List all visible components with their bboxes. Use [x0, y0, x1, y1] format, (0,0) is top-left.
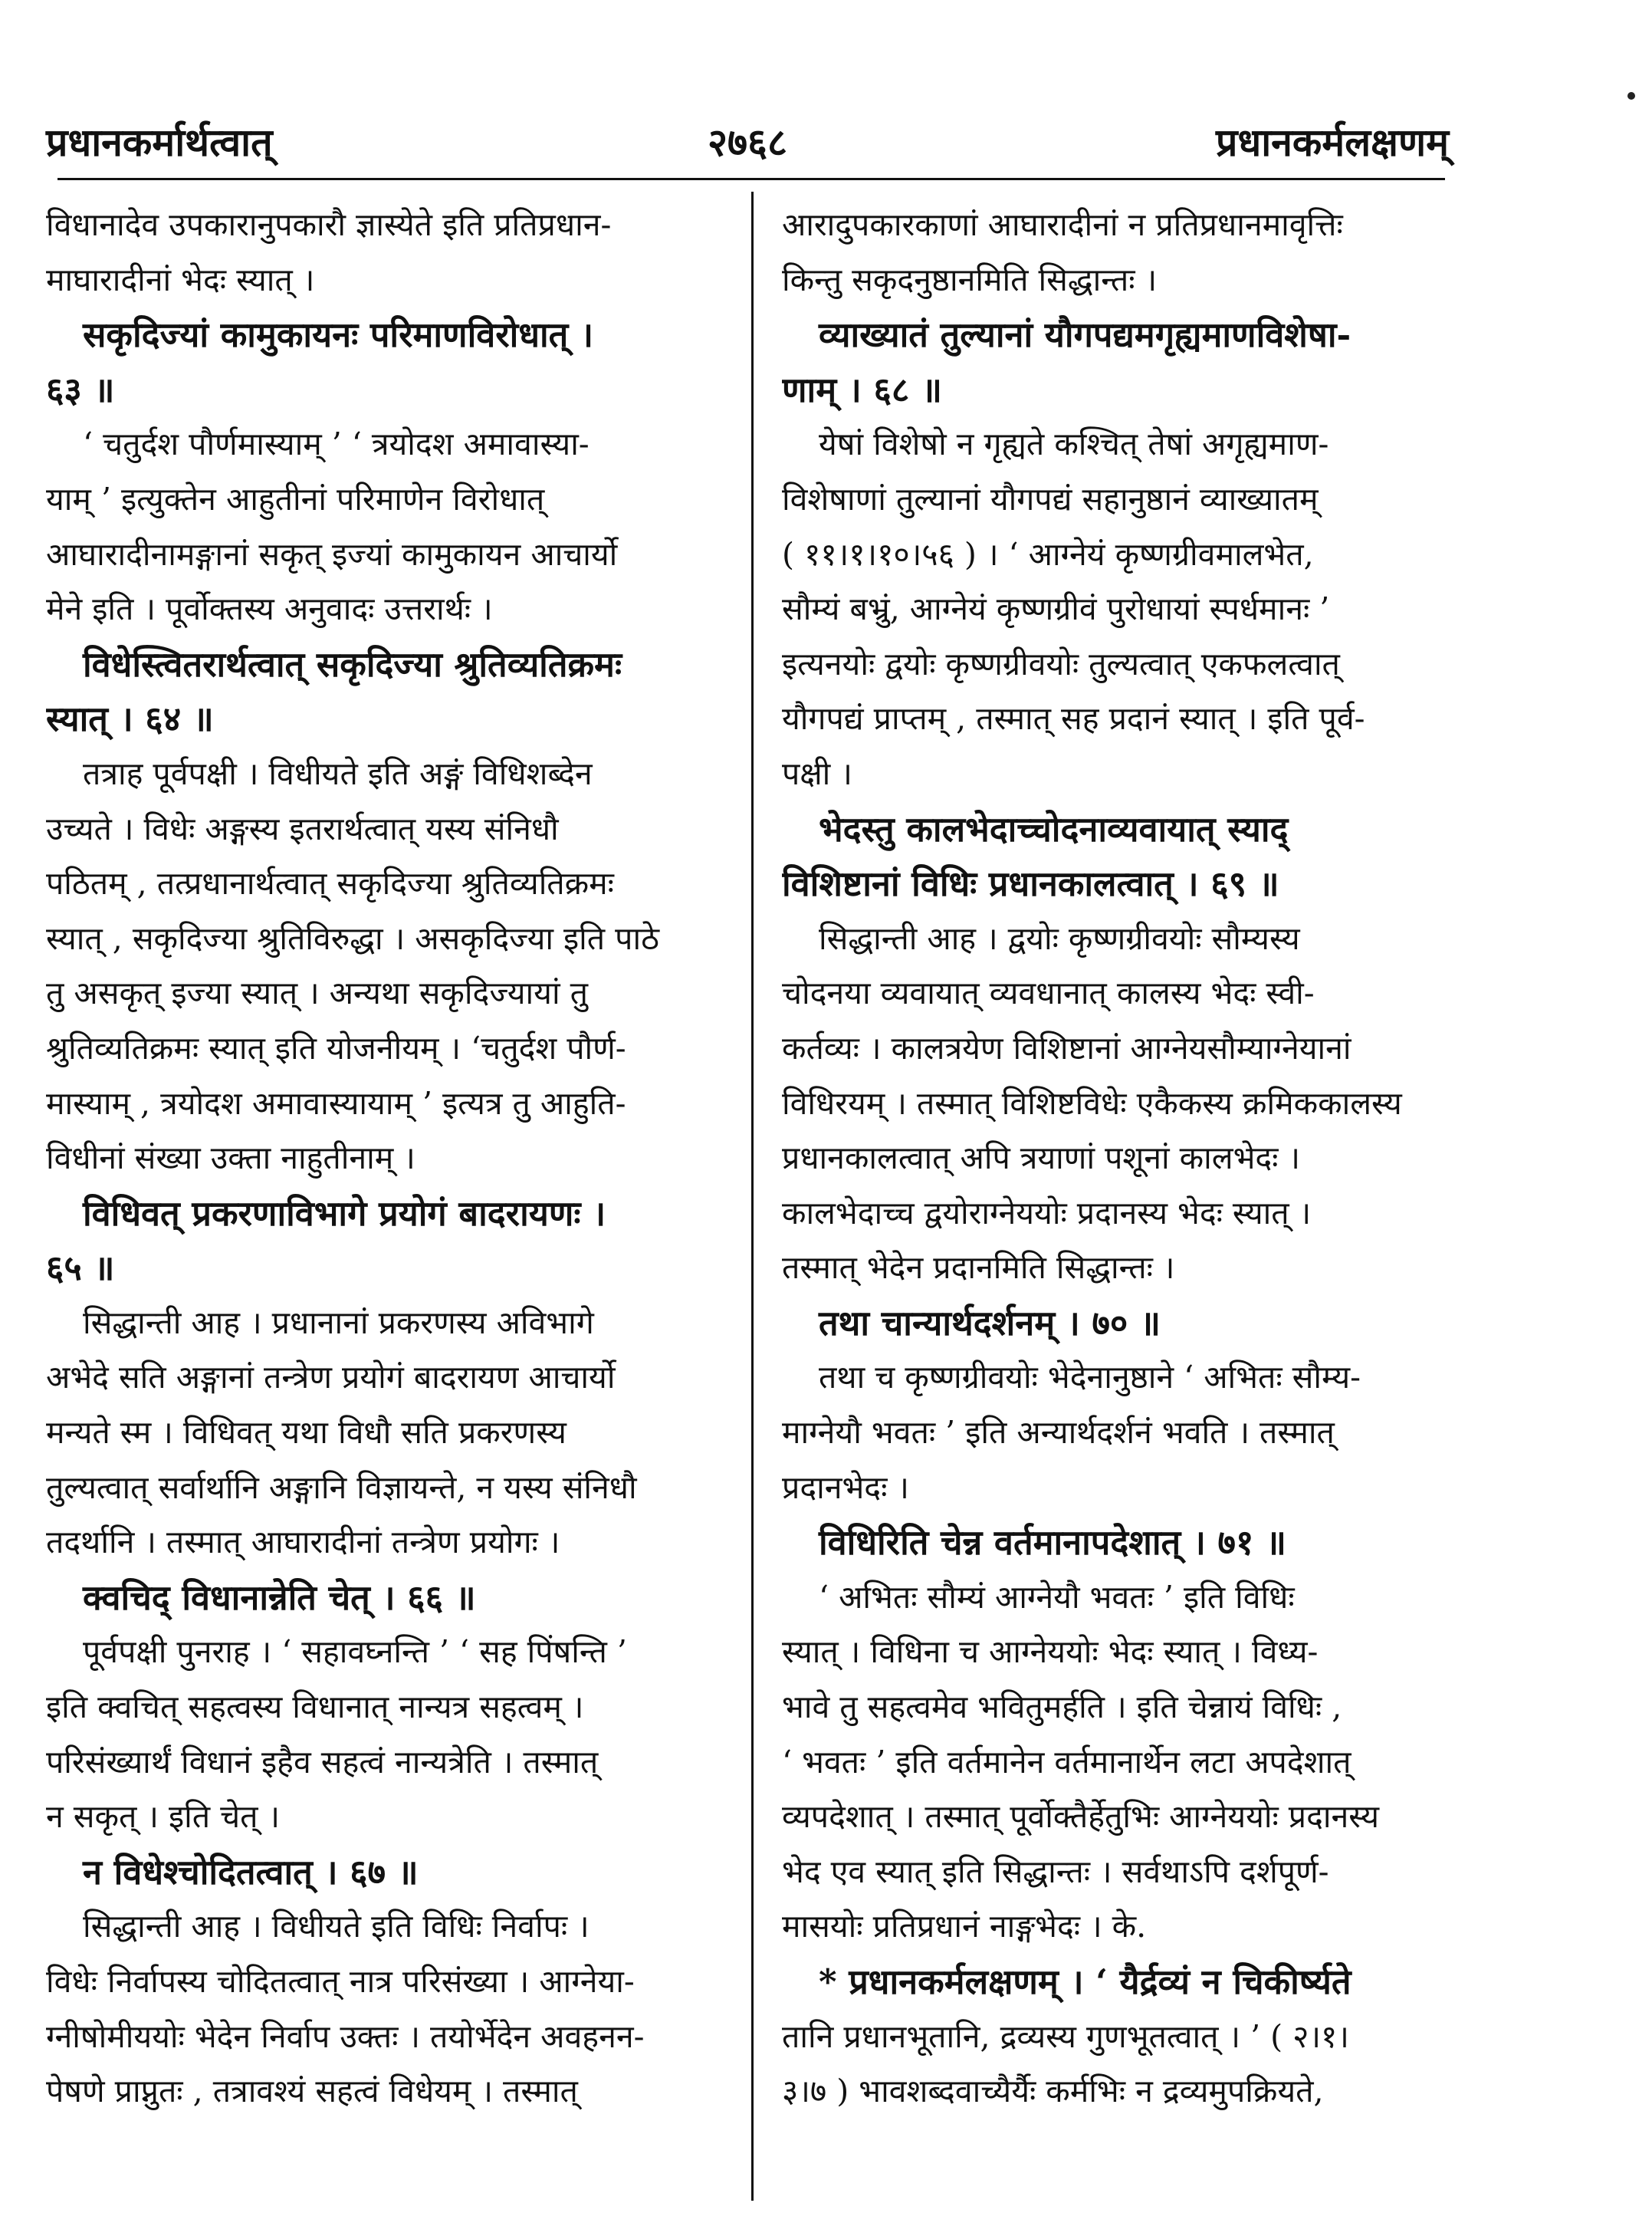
- right-text-line: चोदनया व्यवायात् व्यवधानात् कालस्य भेदः स्वी-: [782, 975, 1315, 1012]
- right-text-line: भावे तु सहत्वमेव भवितुमर्हति । इति चेन्नायं विधिः ,: [782, 1688, 1342, 1726]
- right-text-line: तथा चान्यार्थदर्शनम् । ७० ॥: [819, 1302, 1161, 1343]
- left-text-line: श्रुतिव्यतिक्रमः स्यात् इति योजनीयम् । ‘चतुर्दश पौर्ण-: [46, 1029, 626, 1067]
- right-text-line: विधिरिति चेन्न वर्तमानापदेशात् । ७१ ॥: [819, 1522, 1286, 1563]
- right-text-line: * प्रधानकर्मलक्षणम् । ‘ यैर्द्रव्यं न चिकीर्ष्यते: [819, 1961, 1351, 2002]
- left-text-line: विधेः निर्वापस्य चोदितत्वात् नात्र परिसंख्या । आग्नेया-: [46, 1963, 635, 2000]
- right-text-line: ३।७ ) भावशब्दवाच्यैर्यैः कर्मभिः न द्रव्यमुपक्रियते,: [782, 2073, 1324, 2110]
- left-text-line: ग्नीषोमीययोः भेदेन निर्वाप उक्तः । तयोर्भेदेन अवहनन-: [46, 2017, 645, 2055]
- left-text-line: पेषणे प्राप्नुतः , तत्रावश्यं सहत्वं विधेयम् । तस्मात्: [46, 2073, 578, 2110]
- left-column: [46, 198, 713, 2119]
- right-text-line: येषां विशेषो न गृह्यते कश्चित् तेषां अगृह्यमाण-: [819, 426, 1329, 463]
- right-text-line: भेद एव स्यात् इति सिद्धान्तः । सर्वथाऽपि दर्शपूर्ण-: [782, 1853, 1329, 1890]
- left-text-line: इति क्वचित् सहत्वस्य विधानात् नान्यत्र सहत्वम् ।: [46, 1688, 584, 1726]
- right-text-line: विशिष्टानां विधिः प्रधानकालत्वात् । ६९ ॥: [782, 863, 1279, 905]
- left-text-line: ‘ चतुर्दश पौर्णमास्याम् ’ ‘ त्रयोदश अमावास्या-: [83, 426, 590, 463]
- left-text-line: ६३ ॥: [46, 369, 115, 410]
- right-text-line: विशेषाणां तुल्यानां यौगपद्यं सहानुष्ठानं व्याख्यातम्: [782, 480, 1319, 518]
- left-text-line: तत्राह पूर्वपक्षी । विधीयते इति अङ्गं विधिशब्देन: [83, 755, 593, 792]
- left-text-line: माघारादीनां भेदः स्यात् ।: [46, 261, 315, 298]
- right-text-line: विधिरयम् । तस्मात् विशिष्टविधेः एकैकस्य क्रमिककालस्य: [782, 1084, 1402, 1122]
- left-text-line: पूर्वपक्षी पुनराह । ‘ सहावघ्नन्ति ’ ‘ सह पिंषन्ति ’: [83, 1633, 627, 1671]
- scan-speck: [1627, 92, 1635, 100]
- column-divider: [751, 192, 754, 2201]
- right-text-line: माग्नेयौ भवतः ’ इति अन्यार्थदर्शनं भवति । तस्मात्: [782, 1414, 1335, 1452]
- right-text-line: व्याख्यातं तुल्यानां यौगपद्यमगृह्यमाणविशेषा-: [819, 314, 1351, 356]
- left-text-line: न विधेश्चोदितत्वात् । ६७ ॥: [83, 1851, 419, 1892]
- page-header: [46, 92, 1449, 165]
- left-text-line: विधिवत् प्रकरणाविभागे प्रयोगं बादरायणः ।: [83, 1192, 606, 1234]
- right-text-line: कालभेदाच्च द्वयोराग्नेययोः प्रदानस्य भेदः स्यात् ।: [782, 1194, 1312, 1231]
- right-text-line: तानि प्रधानभूतानि, द्रव्यस्य गुणभूतत्वात् । ’ ( २।१।: [782, 2017, 1349, 2055]
- left-text-line: न सकृत् । इति चेत् ।: [46, 1798, 281, 1836]
- right-text-line: यौगपद्यं प्राप्तम् , तस्मात् सह प्रदानं स्यात् । इति पूर्व-: [782, 700, 1365, 738]
- left-text-line: सिद्धान्ती आह । विधीयते इति विधिः निर्वापः ।: [83, 1908, 590, 1945]
- header-rule: [57, 178, 1445, 180]
- right-text-line: इत्यनयोः द्वयोः कृष्णग्रीवयोः तुल्यत्वात् एकफलत्वात्: [782, 645, 1340, 682]
- page-number: २७६८: [708, 120, 787, 165]
- left-text-line: विधानादेव उपकारानुपकारौ ज्ञास्येते इति प्रतिप्रधान-: [46, 206, 612, 243]
- right-text-line: प्रधानकालत्वात् अपि त्रयाणां पशूनां कालभेदः ।: [782, 1139, 1301, 1177]
- right-text-line: आरादुपकारकाणां आघारादीनां न प्रतिप्रधानमावृत्तिः: [782, 206, 1343, 243]
- right-text-line: ‘ भवतः ’ इति वर्तमानेन वर्तमानार्थेन लटा अपदेशात्: [782, 1743, 1351, 1780]
- left-text-line: उच्यते । विधेः अङ्गस्य इतरार्थत्वात् यस्य संनिधौ: [46, 810, 559, 847]
- right-text-line: णाम् । ६८ ॥: [782, 369, 942, 410]
- left-text-line: तु असकृत् इज्या स्यात् । अन्यथा सकृदिज्यायां तु: [46, 975, 588, 1012]
- right-text-line: ( ११।१।१०।५६ ) । ‘ आग्नेयं कृष्णग्रीवमालभेत,: [782, 535, 1314, 573]
- right-text-line: किन्तु सकृदनुष्ठानमिति सिद्धान्तः ।: [782, 261, 1158, 298]
- right-text-line: स्यात् । विधिना च आग्नेययोः भेदः स्यात् । विध्य-: [782, 1633, 1319, 1671]
- left-text-line: सकृदिज्यां कामुकायनः परिमाणविरोधात् ।: [83, 314, 594, 356]
- left-text-line: मन्यते स्म । विधिवत् यथा विधौ सति प्रकरणस्य: [46, 1414, 567, 1452]
- left-text-line: अभेदे सति अङ्गानां तन्त्रेण प्रयोगं बादरायण आचार्यो: [46, 1359, 616, 1396]
- right-text-line: पक्षी ।: [782, 755, 852, 792]
- left-text-line: सिद्धान्ती आह । प्रधानानां प्रकरणस्य अविभागे: [83, 1304, 594, 1341]
- left-text-line: आघारादीनामङ्गानां सकृत् इज्यां कामुकायन आचार्यो: [46, 535, 618, 573]
- left-text-line: स्यात् , सकृदिज्या श्रुतिविरुद्धा । असकृदिज्या इति पाठे: [46, 919, 659, 957]
- left-text-line: मास्याम् , त्रयोदश अमावास्यायाम् ’ इत्यत्र तु आहुति-: [46, 1084, 626, 1122]
- running-head-right: प्रधानकर्मलक्षणम्: [1216, 120, 1449, 165]
- right-text-line: तस्मात् भेदेन प्रदानमिति सिद्धान्तः ।: [782, 1249, 1175, 1287]
- right-text-line: व्यपदेशात् । तस्मात् पूर्वोक्तैर्हेतुभिः आग्नेययोः प्रदानस्य: [782, 1798, 1380, 1836]
- left-text-line: तुल्यत्वात् सर्वार्थानि अङ्गानि विज्ञायन्ते, न यस्य संनिधौ: [46, 1468, 637, 1506]
- right-text-line: सिद्धान्ती आह । द्वयोः कृष्णग्रीवयोः सौम्यस्य: [819, 919, 1300, 957]
- right-column: [782, 198, 1449, 2119]
- right-text-line: मासयोः प्रतिप्रधानं नाङ्गभेदः । के.: [782, 1908, 1147, 1945]
- right-text-line: भेदस्तु कालभेदाच्चोदनाव्यवायात् स्याद्: [819, 808, 1289, 850]
- right-text-line: तथा च कृष्णग्रीवयोः भेदेनानुष्ठाने ‘ अभितः सौम्य-: [819, 1359, 1361, 1396]
- left-text-line: ६५ ॥: [46, 1248, 115, 1289]
- left-text-line: विधीनां संख्या उक्ता नाहुतीनाम् ।: [46, 1139, 415, 1177]
- left-text-line: याम् ’ इत्युक्तेन आहुतीनां परिमाणेन विरोधात्: [46, 480, 545, 518]
- left-text-line: मेने इति । पूर्वोक्तस्य अनुवादः उत्तरार्थः ।: [46, 590, 493, 628]
- right-text-line: ‘ अभितः सौम्यं आग्नेयौ भवतः ’ इति विधिः: [819, 1578, 1295, 1616]
- right-text-line: कर्तव्यः । कालत्रयेण विशिष्टानां आग्नेयसौम्याग्नेयानां: [782, 1029, 1351, 1067]
- right-text-line: सौम्यं बभ्रुं, आग्नेयं कृष्णग्रीवं पुरोधायां स्पर्धमानः ’: [782, 590, 1330, 628]
- right-text-line: प्रदानभेदः ।: [782, 1468, 909, 1506]
- left-text-line: स्यात् । ६४ ॥: [46, 699, 214, 740]
- left-text-line: तदर्थानि । तस्मात् आघारादीनां तन्त्रेण प्रयोगः ।: [46, 1524, 560, 1561]
- left-text-line: क्वचिद् विधानान्नेति चेत् । ६६ ॥: [83, 1577, 476, 1618]
- left-text-line: विधेस्त्वितरार्थत्वात् सकृदिज्या श्रुतिव्यतिक्रमः: [83, 643, 622, 685]
- left-text-line: पठितम् , तत्प्रधानार्थत्वात् सकृदिज्या श्रुतिव्यतिक्रमः: [46, 865, 614, 903]
- running-head-left: प्रधानकर्मार्थत्वात्: [46, 120, 273, 165]
- left-text-line: परिसंख्यार्थं विधानं इहैव सहत्वं नान्यत्रेति । तस्मात्: [46, 1743, 599, 1780]
